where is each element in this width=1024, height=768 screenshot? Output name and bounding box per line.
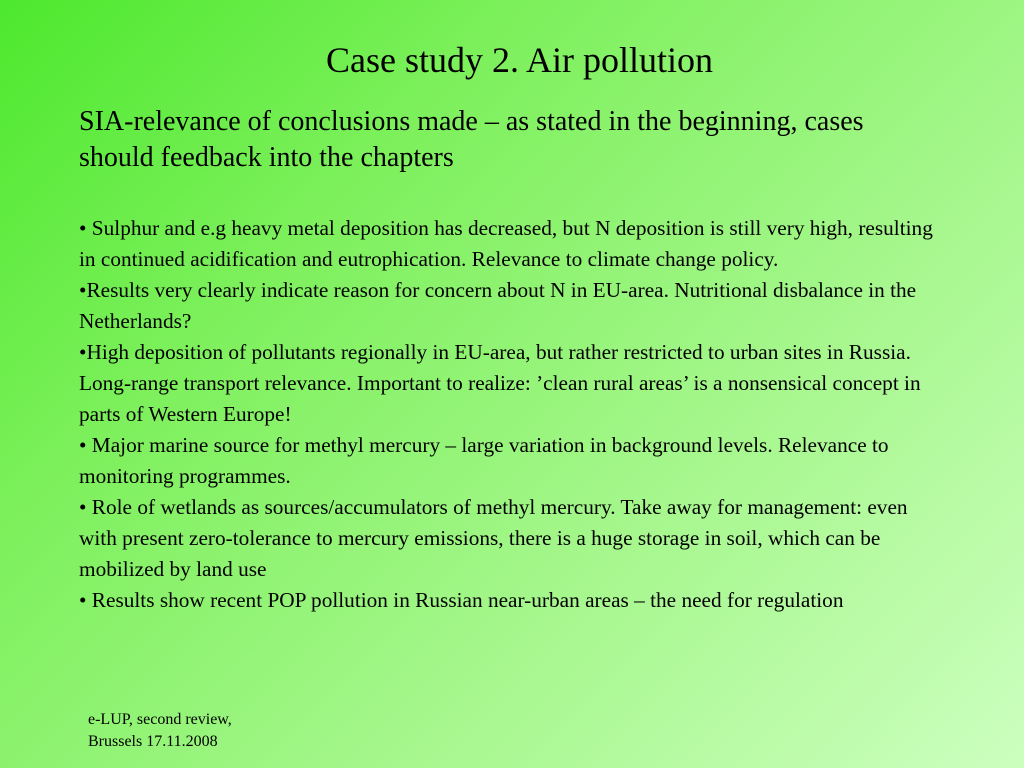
slide-footer: [88, 709, 348, 753]
slide-title: Case study 2. Air pollution: [326, 40, 713, 80]
slide-subtitle: SIA-relevance of conclusions made – as stated in the beginning, cases should feedback into the chapters: [79, 106, 864, 173]
bullet-list: [79, 213, 939, 616]
bullet-item: • Major marine source for methyl mercury – large variation in background levels. Relevance to monitoring programmes.: [79, 433, 889, 488]
footer-line-date: Brussels 17.11.2008: [88, 733, 218, 750]
bullet-item: • Results show recent POP pollution in Russian near-urban areas – the need for regulation: [79, 588, 844, 612]
bullet-item: •High deposition of pollutants regionally in EU-area, but rather restricted to urban sites in Russia. Long-range transport relevance. Important to realize: ’clean rural areas’ is a nonsensical concept in parts of Western Europe!: [79, 340, 921, 426]
bullet-item: • Sulphur and e.g heavy metal deposition has decreased, but N deposition is still very high, resulting in continued acidification and eutrophication. Relevance to climate change policy.: [79, 216, 933, 271]
bullet-item: • Role of wetlands as sources/accumulators of methyl mercury. Take away for management: even with present zero-tolerance to mercury emissions, there is a huge storage in soil, which can be mobilized by land use: [79, 495, 908, 581]
bullet-item: •Results very clearly indicate reason for concern about N in EU-area. Nutritional disbalance in the Netherlands?: [79, 278, 917, 333]
footer-line-event: e-LUP, second review,: [88, 711, 232, 728]
